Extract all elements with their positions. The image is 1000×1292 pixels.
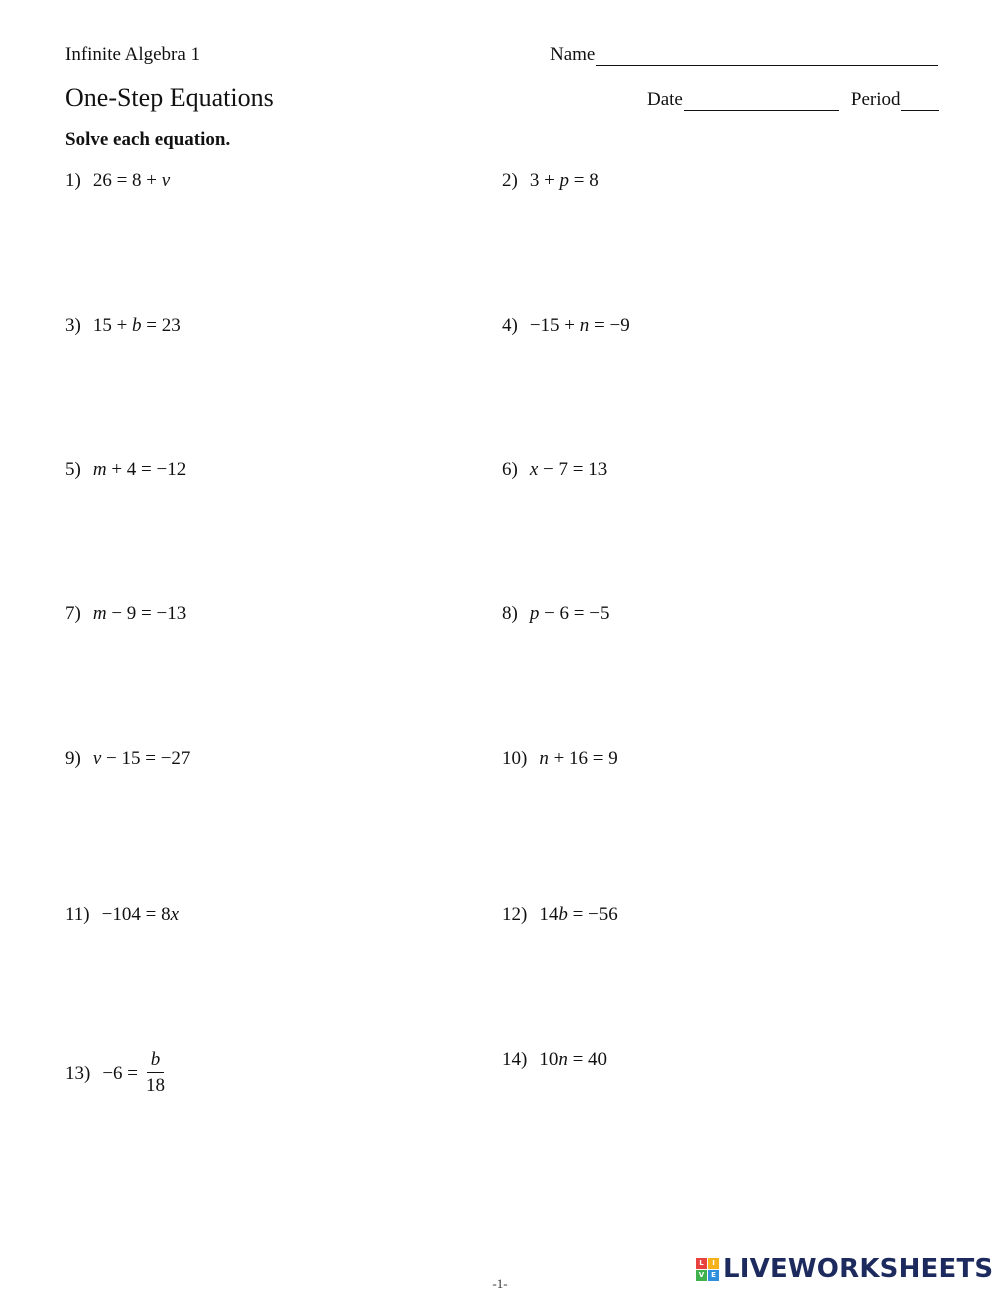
name-blank-line[interactable] <box>596 46 938 66</box>
problem-8 <box>502 603 609 625</box>
problem-number: 8) <box>502 603 518 624</box>
problem-7 <box>65 603 186 625</box>
problem-4 <box>502 315 630 337</box>
problem-number: 1) <box>65 170 81 191</box>
problem-2 <box>502 170 599 192</box>
period-blank-line[interactable] <box>901 91 939 111</box>
problem-12 <box>502 904 618 926</box>
problem-14 <box>502 1049 607 1071</box>
problem-3 <box>65 315 181 337</box>
problem-13 <box>65 1048 169 1099</box>
problem-number: 13) <box>65 1062 91 1084</box>
problem-equation: 14b = −56 <box>539 904 618 925</box>
problem-number: 3) <box>65 315 81 336</box>
problem-number: 5) <box>65 459 81 480</box>
problem-number: 4) <box>502 315 518 336</box>
date-label: Date <box>647 89 683 110</box>
course-name: Infinite Algebra 1 <box>65 44 201 65</box>
problem-equation: 10n = 40 <box>539 1049 608 1070</box>
problem-11 <box>65 904 179 926</box>
problem-number: 12) <box>502 904 528 925</box>
problem-number: 10) <box>502 748 528 769</box>
problem-5 <box>65 459 186 481</box>
fraction-numerator: b <box>147 1048 165 1073</box>
name-label: Name <box>550 44 596 65</box>
problem-equation-left: −6 = <box>102 1062 139 1084</box>
problem-equation: m + 4 = −12 <box>92 459 187 480</box>
date-period-field <box>647 89 939 111</box>
problem-number: 6) <box>502 459 518 480</box>
logo-letter-l: L <box>696 1258 707 1269</box>
problem-equation: p − 6 = −5 <box>529 603 610 624</box>
problem-1 <box>65 170 170 192</box>
problem-equation: x − 7 = 13 <box>529 459 608 480</box>
period-label: Period <box>850 89 901 110</box>
logo-text: LIVEWORKSHEETS <box>723 1254 994 1284</box>
instructions: Solve each equation. <box>65 129 231 150</box>
page-number: -1- <box>492 1276 508 1291</box>
problem-equation: −104 = 8x <box>101 904 179 925</box>
fraction-denominator: 18 <box>146 1075 166 1096</box>
problem-number: 2) <box>502 170 518 191</box>
problem-9 <box>65 748 190 770</box>
fraction <box>142 1048 169 1099</box>
logo-letter-v: V <box>696 1270 707 1281</box>
logo-letter-e: E <box>708 1270 719 1281</box>
problem-equation: −15 + n = −9 <box>529 315 630 336</box>
problem-equation: 15 + b = 23 <box>92 315 181 336</box>
name-field <box>550 44 938 66</box>
problem-number: 7) <box>65 603 81 624</box>
logo-letter-i: I <box>708 1258 719 1269</box>
problem-number: 14) <box>502 1049 528 1070</box>
problem-equation: m − 9 = −13 <box>92 603 187 624</box>
problem-equation: n + 16 = 9 <box>539 748 618 769</box>
problem-number: 9) <box>65 748 81 769</box>
worksheet-title: One-Step Equations <box>65 83 274 112</box>
date-blank-line[interactable] <box>684 91 839 111</box>
problem-6 <box>502 459 607 481</box>
problem-equation: v − 15 = −27 <box>92 748 191 769</box>
problem-equation: 3 + p = 8 <box>529 170 599 191</box>
problem-number: 11) <box>65 904 90 925</box>
problem-equation: 26 = 8 + v <box>92 170 171 191</box>
problem-10 <box>502 748 618 770</box>
